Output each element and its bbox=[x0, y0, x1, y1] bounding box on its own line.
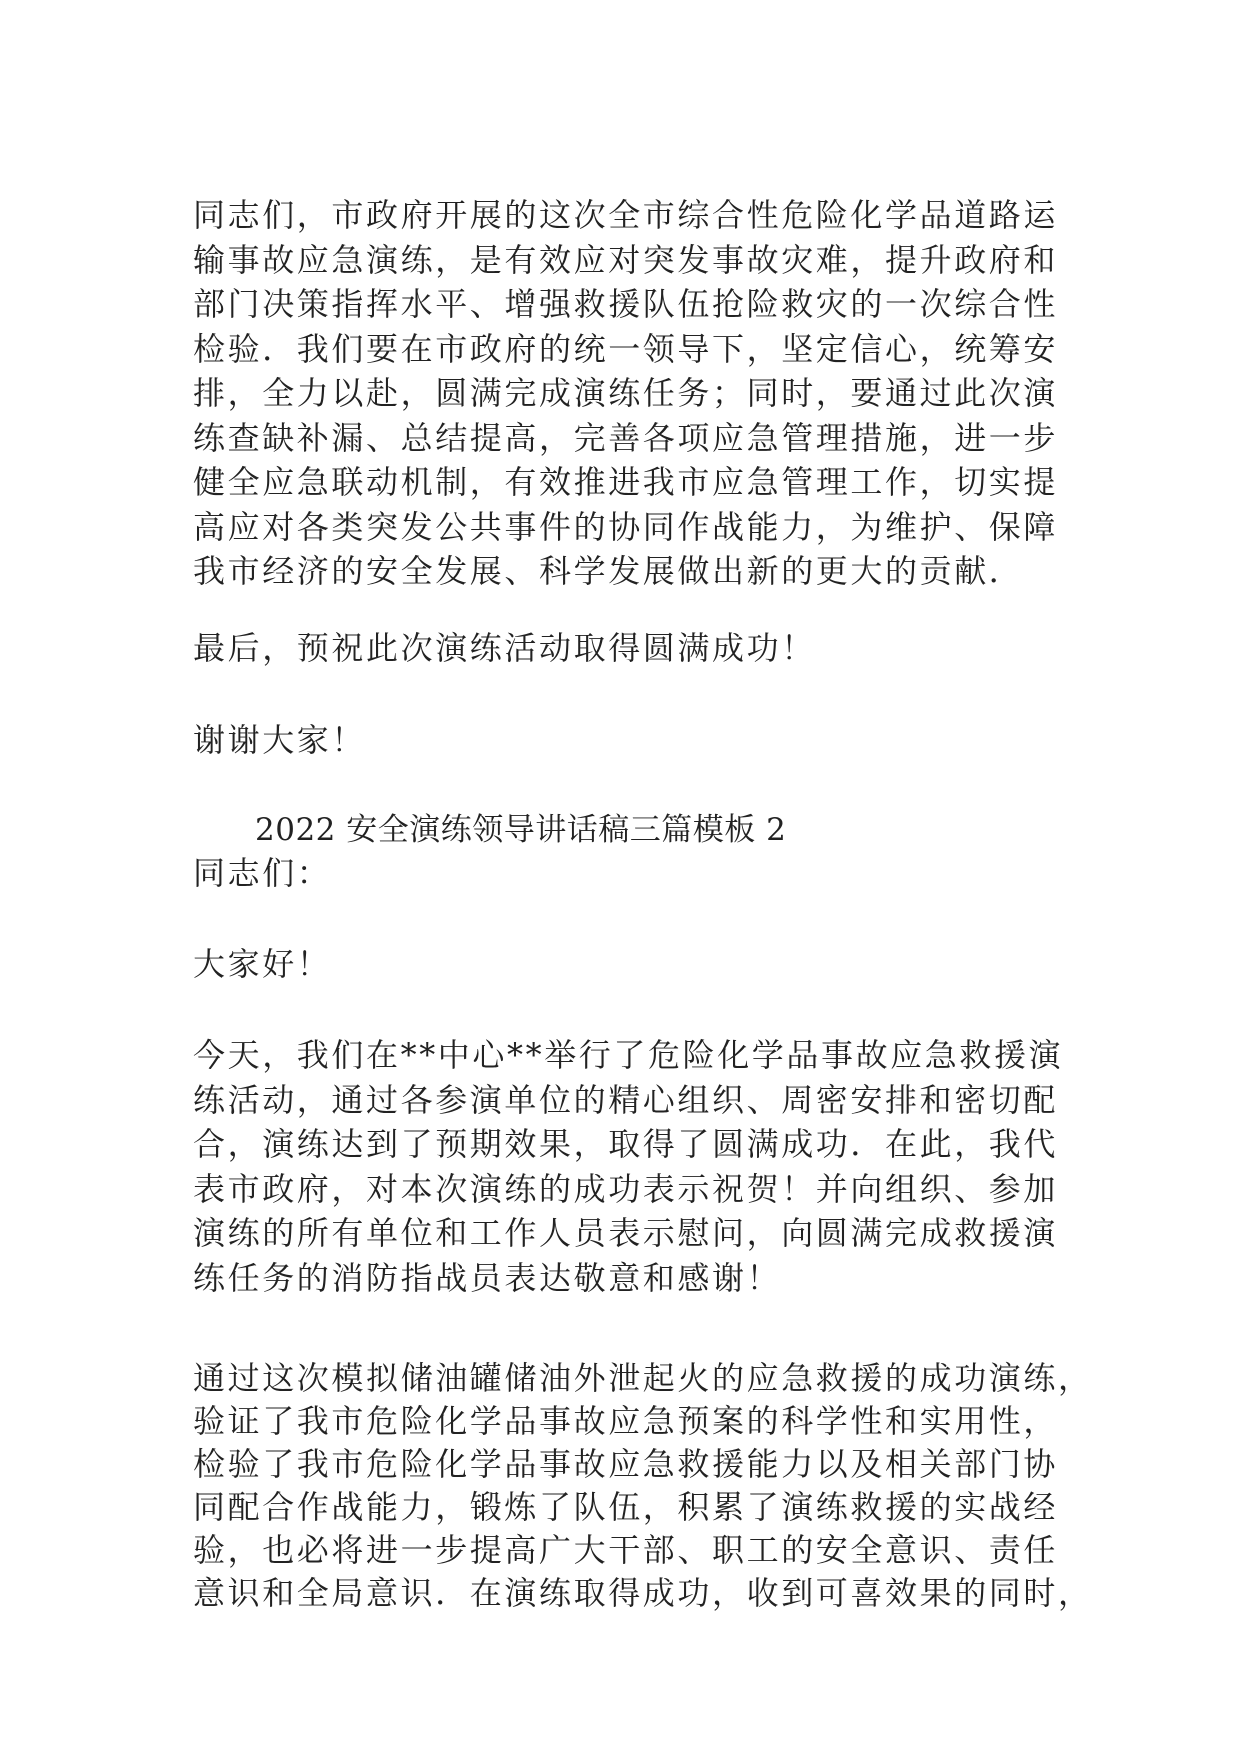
text-line: 大家好！ bbox=[193, 945, 332, 983]
text-line: 健全应急联动机制，有效推进我市应急管理工作，切实提 bbox=[193, 463, 1059, 501]
paragraph-closing-remarks bbox=[193, 193, 1059, 594]
paragraph-thanks bbox=[193, 718, 1053, 763]
text-line: 部门决策指挥水平、增强救援队伍抢险救灾的一次综合性 bbox=[193, 285, 1059, 323]
text-line: 同志们，市政府开展的这次全市综合性危险化学品道路运 bbox=[193, 196, 1059, 234]
text-line: 我市经济的安全发展、科学发展做出新的更大的贡献． bbox=[193, 552, 1024, 590]
text-line: 输事故应急演练，是有效应对突发事故灾难，提升政府和 bbox=[193, 240, 1059, 279]
text-line: 验，也必将进一步提高广大干部、职工的安全意识、责任 bbox=[193, 1531, 1059, 1569]
text-line: 验证了我市危险化学品事故应急预案的科学性和实用性， bbox=[193, 1402, 1059, 1440]
text-line: 练活动，通过各参演单位的精心组织、周密安排和密切配 bbox=[193, 1080, 1059, 1119]
paragraph-wish bbox=[193, 626, 1053, 671]
text-line: 排，全力以赴，圆满完成演练任务；同时，要通过此次演 bbox=[193, 374, 1059, 412]
text-line: 演练的所有单位和工作人员表示慰问，向圆满完成救援演 bbox=[193, 1214, 1059, 1252]
text-line: 检验．我们要在市政府的统一领导下，坚定信心，统筹安 bbox=[193, 329, 1059, 368]
text-line: 练任务的消防指战员表达敬意和感谢！ bbox=[193, 1258, 782, 1297]
greeting bbox=[193, 942, 1053, 987]
paragraph-drill-evaluation bbox=[193, 1357, 1093, 1615]
text-line: 最后，预祝此次演练活动取得圆满成功！ bbox=[193, 629, 816, 667]
salutation bbox=[193, 851, 1053, 896]
section-heading: 2022 安全演练领导讲话稿三篇模板 2 bbox=[255, 812, 787, 848]
text-line: 同志们： bbox=[193, 854, 332, 892]
text-line: 表市政府，对本次演练的成功表示祝贺！并向组织、参加 bbox=[193, 1169, 1059, 1208]
text-line: 同配合作战能力，锻炼了队伍，积累了演练救援的实战经 bbox=[193, 1488, 1059, 1526]
text-line: 合，演练达到了预期效果，取得了圆满成功．在此，我代 bbox=[193, 1125, 1059, 1163]
paragraph-drill-summary bbox=[193, 1033, 1064, 1300]
text-line: 练查缺补漏、总结提高，完善各项应急管理措施，进一步 bbox=[193, 418, 1059, 457]
text-line: 高应对各类突发公共事件的协同作战能力，为维护、保障 bbox=[193, 507, 1059, 546]
text-line: 检验了我市危险化学品事故应急救援能力以及相关部门协 bbox=[193, 1445, 1059, 1483]
text-line: 意识和全局意识．在演练取得成功，收到可喜效果的同时， bbox=[193, 1574, 1093, 1612]
text-line: 通过这次模拟储油罐储油外泄起火的应急救援的成功演练， bbox=[193, 1359, 1093, 1397]
text-line: 今天，我们在**中心**举行了危险化学品事故应急救援演 bbox=[193, 1036, 1064, 1074]
text-line: 谢谢大家！ bbox=[193, 721, 367, 759]
